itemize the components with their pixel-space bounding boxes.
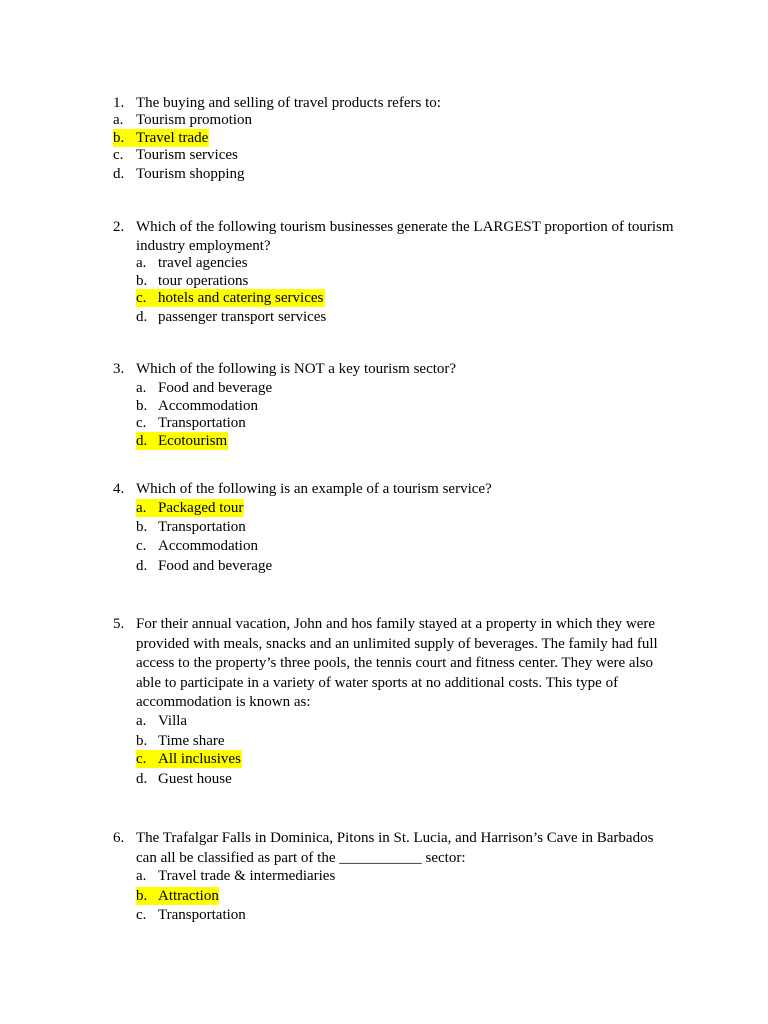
option-text: Food and beverage — [158, 558, 273, 574]
option-letter: d. — [136, 771, 148, 787]
option-text: Attraction — [158, 888, 219, 904]
option-letter: c. — [136, 751, 147, 767]
question-text: The buying and selling of travel products refers to: — [136, 95, 441, 111]
question-number: 5. — [113, 616, 125, 632]
option-b-highlighted — [136, 887, 219, 905]
option-letter: d. — [136, 558, 148, 574]
option-letter: b. — [136, 519, 148, 535]
option-c-highlighted — [136, 289, 325, 307]
option-text: Accommodation — [158, 398, 258, 414]
option-text: tour operations — [158, 273, 249, 289]
question-number: 6. — [113, 830, 125, 846]
option-text: travel agencies — [158, 255, 248, 271]
option-c-highlighted — [136, 750, 242, 768]
option-letter: c. — [113, 147, 124, 163]
question-number: 3. — [113, 361, 125, 377]
option-letter: d. — [136, 309, 148, 325]
question-number: 1. — [113, 95, 125, 111]
option-letter: d. — [136, 433, 148, 449]
option-text: Tourism shopping — [136, 166, 245, 182]
option-text: Packaged tour — [158, 500, 244, 516]
option-text: Transportation — [158, 415, 246, 431]
option-text: Food and beverage — [158, 380, 273, 396]
option-text: Tourism services — [136, 147, 238, 163]
option-letter: c. — [136, 290, 147, 306]
question-text: Which of the following is NOT a key tourism sector? — [136, 361, 457, 377]
question-number: 4. — [113, 481, 125, 497]
option-text: Guest house — [158, 771, 232, 787]
question-text: Which of the following is an example of a tourism service? — [136, 481, 492, 497]
option-letter: b. — [136, 273, 148, 289]
option-letter: a. — [136, 255, 147, 271]
option-letter: b. — [136, 398, 148, 414]
option-letter: d. — [113, 166, 125, 182]
option-text: Villa — [158, 713, 188, 729]
option-text: Travel trade — [136, 130, 209, 146]
option-d-highlighted — [136, 432, 228, 450]
question-text: The Trafalgar Falls in Dominica, Pitons in St. Lucia, and Harrison’s Cave in Barbados can all be classified as part of the ___________ sector: — [136, 830, 654, 866]
option-a-highlighted — [136, 499, 244, 517]
option-text: hotels and catering services — [158, 290, 324, 306]
option-letter: c. — [136, 907, 147, 923]
option-text: Ecotourism — [158, 433, 228, 449]
option-letter: a. — [136, 713, 147, 729]
option-letter: a. — [136, 500, 147, 516]
option-text: Tourism promotion — [136, 112, 253, 128]
option-text: Transportation — [158, 519, 246, 535]
option-text: Time share — [158, 733, 225, 749]
option-letter: b. — [136, 888, 148, 904]
option-letter: b. — [113, 130, 125, 146]
option-letter: a. — [136, 868, 147, 884]
option-text: All inclusives — [158, 751, 241, 767]
question-number: 2. — [113, 219, 125, 235]
option-b-highlighted — [113, 129, 209, 147]
option-text: Travel trade & intermediaries — [158, 868, 336, 884]
option-letter: a. — [113, 112, 124, 128]
question-text: For their annual vacation, John and hos family stayed at a property in which they were provided with meals, snacks and an unlimited supply of beverages. The family had full access to the property’s three pools, the tennis court and fitness center. They were also able to participate in a variety of water sports at no additional costs. This type of accommodation is known as: — [136, 616, 658, 710]
option-letter: a. — [136, 380, 147, 396]
option-text: Accommodation — [158, 538, 258, 554]
option-text: passenger transport services — [158, 309, 327, 325]
option-letter: c. — [136, 415, 147, 431]
option-text: Transportation — [158, 907, 246, 923]
question-text: Which of the following tourism businesses generate the LARGEST proportion of tourism industry employment? — [136, 219, 674, 254]
option-letter: b. — [136, 733, 148, 749]
option-letter: c. — [136, 538, 147, 554]
